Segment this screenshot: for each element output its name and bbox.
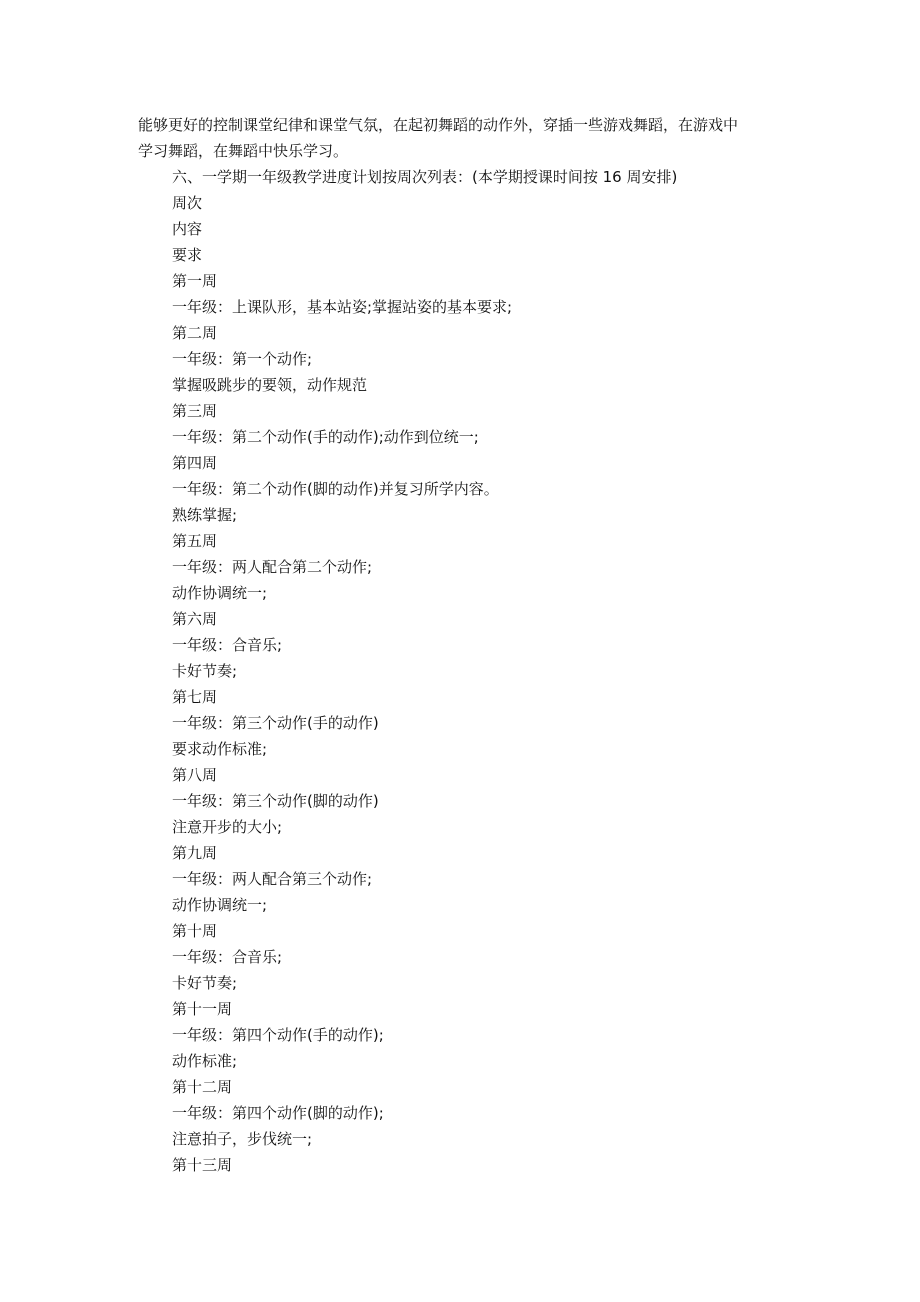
schedule-line: 第五周 xyxy=(172,532,218,550)
schedule-line: 一年级：第二个动作(手的动作);动作到位统一; xyxy=(172,428,479,446)
schedule-list xyxy=(138,190,788,1178)
schedule-line: 周次 xyxy=(172,194,203,212)
schedule-line: 一年级：第二个动作(脚的动作)并复习所学内容。 xyxy=(172,480,499,498)
intro-line-1: 能够更好的控制课堂纪律和课堂气氛，在起初舞蹈的动作外，穿插一些游戏舞蹈，在游戏中 xyxy=(138,116,739,134)
schedule-line: 动作协调统一; xyxy=(172,584,268,602)
schedule-line: 第十三周 xyxy=(172,1156,233,1174)
schedule-line: 第二周 xyxy=(172,324,218,342)
schedule-line: 一年级：第三个动作(脚的动作) xyxy=(172,792,379,810)
schedule-line: 一年级：合音乐; xyxy=(172,636,283,654)
schedule-line: 动作标准; xyxy=(172,1052,238,1070)
schedule-line: 第一周 xyxy=(172,272,218,290)
schedule-line: 第九周 xyxy=(172,844,218,862)
schedule-line: 要求动作标准; xyxy=(172,740,268,758)
schedule-line: 第十周 xyxy=(172,922,218,940)
schedule-line: 第三周 xyxy=(172,402,218,420)
schedule-line: 一年级：两人配合第二个动作; xyxy=(172,558,373,576)
schedule-line: 掌握吸跳步的要领，动作规范 xyxy=(172,376,368,394)
schedule-line: 一年级：第四个动作(脚的动作); xyxy=(172,1104,384,1122)
schedule-line: 卡好节奏; xyxy=(172,974,238,992)
schedule-line: 一年级：第三个动作(手的动作) xyxy=(172,714,379,732)
schedule-line: 熟练掌握; xyxy=(172,506,238,524)
schedule-line: 第十一周 xyxy=(172,1000,233,1018)
document-body xyxy=(138,112,788,1178)
schedule-line: 卡好节奏; xyxy=(172,662,238,680)
schedule-line: 一年级：上课队形，基本站姿;掌握站姿的基本要求; xyxy=(172,298,513,316)
schedule-line: 第七周 xyxy=(172,688,218,706)
schedule-line: 一年级：两人配合第三个动作; xyxy=(172,870,373,888)
schedule-line: 第六周 xyxy=(172,610,218,628)
schedule-line: 动作协调统一; xyxy=(172,896,268,914)
intro-line-2: 学习舞蹈，在舞蹈中快乐学习。 xyxy=(138,142,349,160)
schedule-line: 注意拍子，步伐统一; xyxy=(172,1130,313,1148)
schedule-line: 第十二周 xyxy=(172,1078,233,1096)
schedule-line: 第八周 xyxy=(172,766,218,784)
schedule-line: 一年级：合音乐; xyxy=(172,948,283,966)
schedule-line: 要求 xyxy=(172,246,203,264)
schedule-line: 内容 xyxy=(172,220,203,238)
schedule-line: 一年级：第四个动作(手的动作); xyxy=(172,1026,384,1044)
schedule-line: 一年级：第一个动作; xyxy=(172,350,313,368)
section-heading: 六、一学期一年级教学进度计划按周次列表：(本学期授课时间按 16 周安排) xyxy=(172,168,678,186)
schedule-line: 第四周 xyxy=(172,454,218,472)
schedule-line: 注意开步的大小; xyxy=(172,818,283,836)
